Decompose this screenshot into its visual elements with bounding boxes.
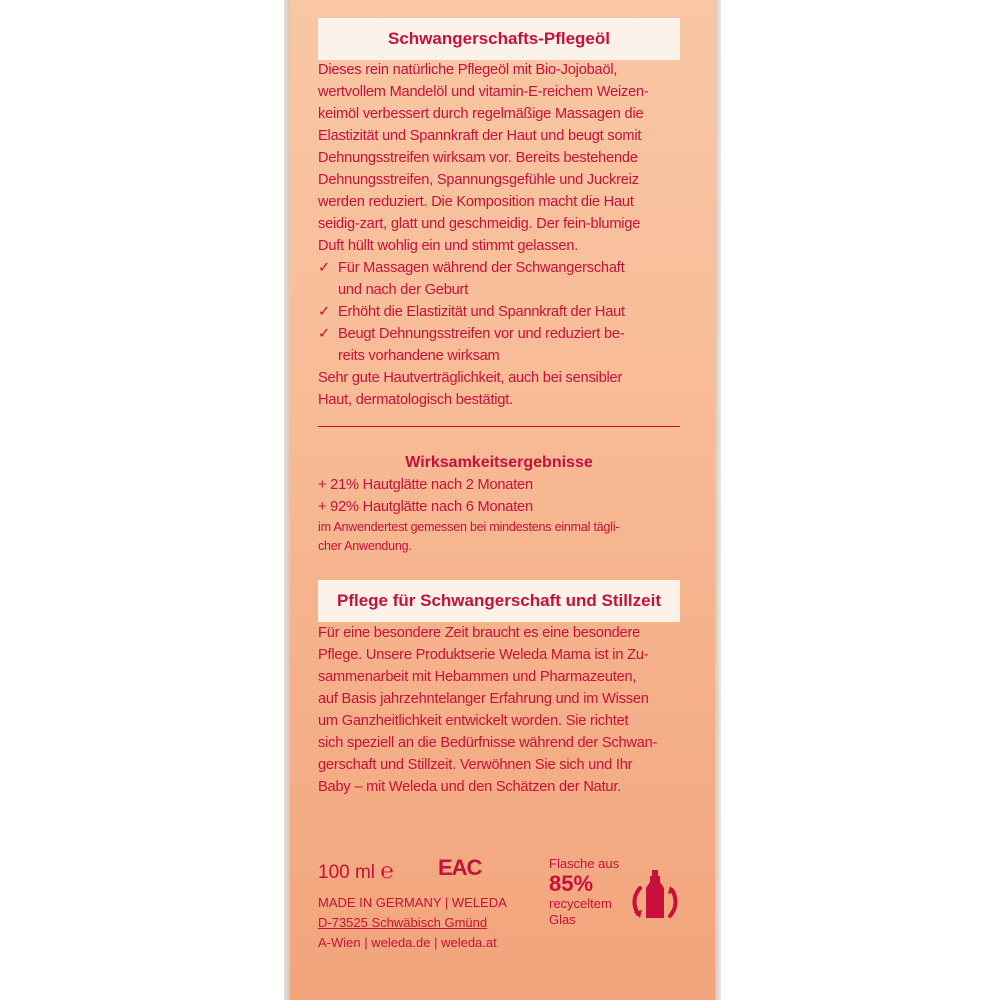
text-line: sich speziell an die Bedürfnisse während der Schwan- [318, 735, 658, 751]
results-list [318, 474, 688, 518]
description-paragraph [318, 59, 688, 411]
text-line: Für Massagen während der Schwangerschaft [338, 260, 625, 276]
text-line: wertvollem Mandelöl und vitamin-E-reichem Weizen- [318, 84, 649, 100]
text-line: im Anwendertest gemessen bei mindestens einmal tägli- [318, 520, 620, 534]
text-line: Beugt Dehnungsstreifen vor und reduziert be- [338, 326, 625, 342]
recycle-percent: 85% [549, 871, 594, 896]
text-line: Dieses rein natürliche Pflegeöl mit Bio-Jojobaöl, [318, 62, 618, 78]
text-line: seidig-zart, glatt und geschmeidig. Der fein-blumige [318, 216, 641, 232]
check-icon: ✓ [318, 260, 331, 276]
results-note [318, 518, 688, 556]
recycle-text: Glas [549, 912, 576, 927]
carton-edge-right [715, 0, 721, 1000]
text-line: keimöl verbessert durch regelmäßige Massagen die [318, 106, 644, 122]
check-icon: ✓ [318, 304, 331, 320]
text-line: Erhöht die Elastizität und Spannkraft der Haut [338, 304, 625, 320]
text-line: Für eine besondere Zeit braucht es eine besondere [318, 625, 641, 641]
text-line: sammenarbeit mit Hebammen und Pharmazeuten, [318, 669, 637, 685]
recycle-text: Flasche aus [549, 856, 620, 871]
text-line: Haut, dermatologisch bestätigt. [318, 392, 513, 408]
address-line: A-Wien | weleda.de | weleda.at [318, 935, 497, 950]
text-line: cher Anwendung. [318, 539, 412, 553]
text-line: Pflege. Unsere Produktserie Weleda Mama ist in Zu- [318, 647, 649, 663]
recycling-info [549, 856, 629, 928]
manufacturer-address [318, 893, 507, 953]
benefit-item [318, 323, 688, 367]
text-line: Elastizität und Spannkraft der Haut und beugt somit [318, 128, 642, 144]
address-line: MADE IN GERMANY | WELEDA [318, 895, 507, 910]
eac-mark: EAC [438, 855, 482, 880]
text-line: gerschaft und Stillzeit. Verwöhnen Sie sich und Ihr [318, 757, 633, 773]
section-divider [318, 426, 680, 427]
text-line: Dehnungsstreifen, Spannungsgefühle und Juckreiz [318, 172, 639, 188]
recycle-text: recyceltem [549, 896, 612, 911]
series-paragraph [318, 622, 688, 798]
text-line: reits vorhandene wirksam [338, 348, 500, 364]
result-line: + 21% Hautglätte nach 2 Monaten [318, 477, 533, 493]
check-icon: ✓ [318, 326, 331, 342]
estimated-sign-icon: ℮ [380, 858, 394, 883]
benefit-item [318, 301, 688, 323]
text-line: Duft hüllt wohlig ein und stimmt gelassen. [318, 238, 579, 254]
text-line: auf Basis jahrzehntelanger Erfahrung und im Wissen [318, 691, 649, 707]
benefit-item [318, 257, 688, 301]
text-line: und nach der Geburt [338, 282, 469, 298]
text-line: werden reduziert. Die Komposition macht die Haut [318, 194, 634, 210]
text-line: Baby – mit Weleda und den Schätzen der Natur. [318, 779, 622, 795]
volume-value: 100 ml [318, 862, 376, 883]
bottle-recycle-icon [624, 866, 686, 928]
text-line: um Ganzheitlichkeit entwickelt worden. Sie richtet [318, 713, 629, 729]
address-line: D-73525 Schwäbisch Gmünd [318, 915, 488, 930]
text-line: Sehr gute Hautverträglichkeit, auch bei sensibler [318, 370, 623, 386]
text-line: Dehnungsstreifen wirksam vor. Bereits bestehende [318, 150, 638, 166]
section-title-schwangerschaft: Pflege für Schwangerschaft und Stillzeit [318, 580, 680, 622]
section-title-pflegeoel: Schwangerschafts-Pflegeöl [318, 18, 680, 60]
volume-label [318, 858, 394, 884]
results-title: Wirksamkeitsergebnisse [405, 454, 593, 471]
result-line: + 92% Hautglätte nach 6 Monaten [318, 499, 533, 515]
